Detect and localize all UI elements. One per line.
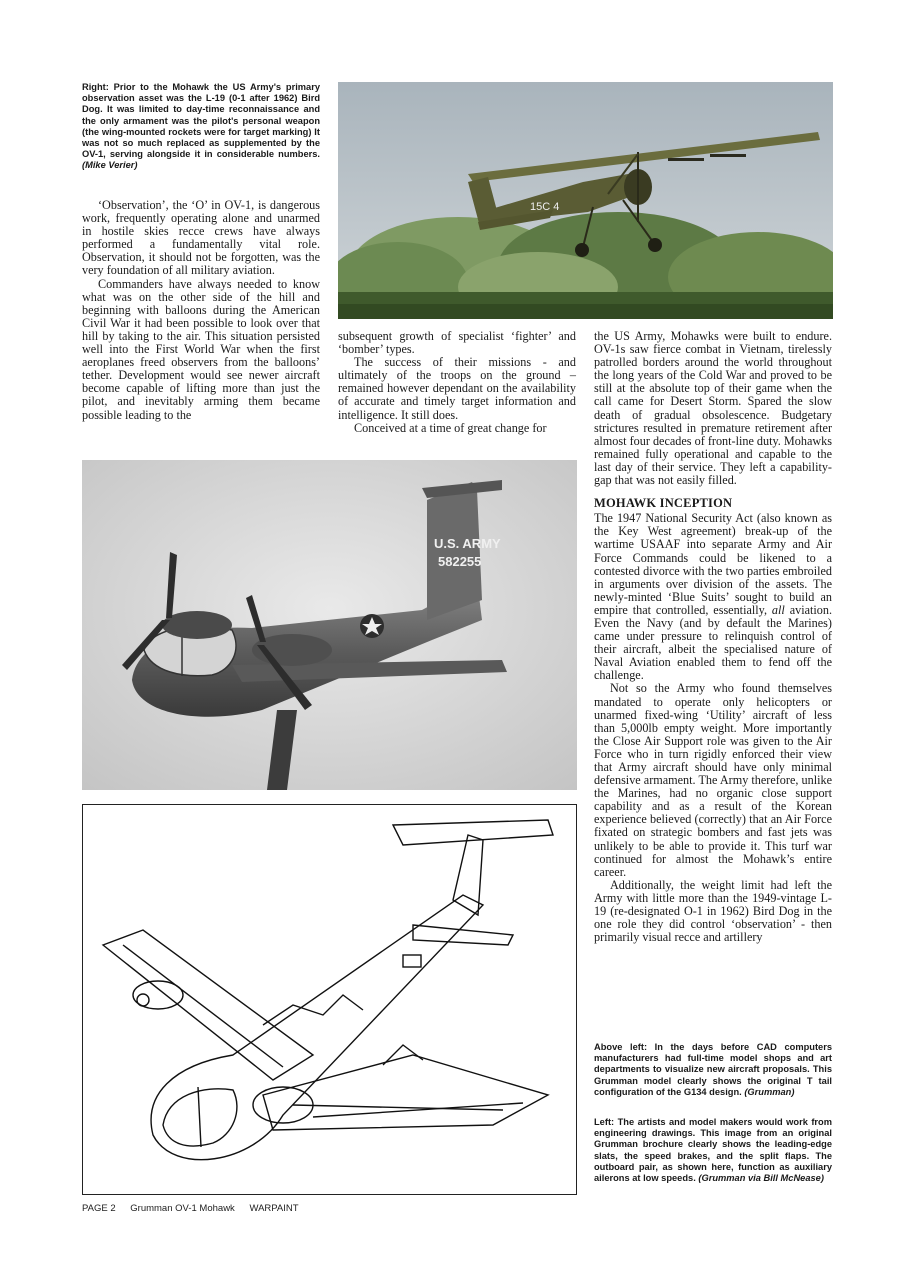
col1-paragraph-1: ‘Observation’, the ‘O’ in OV-1, is dangerous work, frequently operating alone and unarmed in hostile skies recce crews have always performed a fundamentally vital role. Observation, it should not be forgotten, was the very foundation of all military aviation. (82, 198, 320, 278)
page-footer (82, 1203, 311, 1214)
caption-model-credit: (Grumman) (744, 1086, 795, 1097)
col2-paragraph-1: subsequent growth of specialist ‘fighter’ and ‘bomber’ types. (338, 329, 576, 357)
col1-paragraph-2: Commanders have always needed to know what was on the other side of the hill and beginning with balloons during the American Civil War it had been possible to look over that hill by taking to the air. This situation persisted well into the First World War when the first aeroplanes freed observers from the balloons’ tether. Development would see newer aircraft become capable of lifting more than just the pilot, and inevitably arming them became possible leading to the (82, 276, 320, 422)
engineering-drawing (82, 804, 577, 1195)
caption-birddog-text: Right: Prior to the Mohawk the US Army's primary observation asset was the L-19 (0-1 after 1962) Bird Dog. It was limited to day-time reconnaissance and the only armament was the pilot's personal weapon (the wing-mounted rockets were for target marking) It was not so much replaced as supplemented by the OV-1, serving alongside it in considerable numbers. (82, 82, 320, 160)
model-marking-serial: 582255 (438, 554, 482, 569)
caption-birddog (82, 82, 320, 172)
col2-paragraph-3: Conceived at a time of great change for (354, 420, 547, 435)
caption-birddog-credit: (Mike Verier) (82, 160, 138, 171)
section-heading: MOHAWK INCEPTION (594, 496, 733, 511)
svg-text:15C 4: 15C 4 (530, 201, 560, 213)
footer-page-number: PAGE 2 (82, 1203, 116, 1214)
col3-paragraph-4: Additionally, the weight limit had left the Army with little more than the 1949-vintage L-19 (re-designated O-1 in 1962) Bird Dog in the one role they did control ‘observation’ - then primarily visual recce and artillery (594, 877, 832, 945)
col3-paragraph-2: The 1947 National Security Act (also known as the Key West agreement) break-up of the wartime USAAF into separate Army and Air Force Commands could be likened to a contested divorce with the two parties embroiled in arguments over division of the assets. The newly-minted ‘Blue Suits’ sought to build an empire that controlled, essentially, all aviation. Even the Navy (and by default the Marines) came under pressure to relinquish control of their aircraft, albeit the specialised nature of Naval Aviation enabled them to fend off the challenge. (594, 511, 832, 683)
footer-series: WARPAINT (249, 1203, 299, 1214)
col3-paragraph-1: the US Army, Mohawks were built to endure. OV-1s saw fierce combat in Vietnam, tirelessly patrolled borders around the world throughout the long years of the Cold War and proved to be still at the absolute top of their game when the call came for Desert Storm. Spared the slow death of gradual obsolescence. Budgetary strictures resulted in premature retirement after almost four decades of front-line duty. Mohawks remained fully operational and capable to the last day of their service. They left a capability-gap that was not easily filled. (594, 329, 832, 488)
caption-model-text: Above left: In the days before CAD computers manufacturers had full-time model shops and art departments to visualize new aircraft proposals. This Grumman model clearly shows the original T tail configuration of the G134 design. (594, 1042, 832, 1097)
photo-grumman-model (82, 460, 577, 790)
caption-drawing-text: Left: The artists and model makers would work from engineering drawings. This image from an original Grumman brochure clearly shows the leading-edge slats, the speed brakes, and the split flaps. The outboard pair, as shown here, function as auxiliary ailerons at low speeds. (594, 1117, 832, 1184)
caption-model (594, 1042, 832, 1098)
column-1 (82, 199, 320, 422)
model-marking-army: U.S. ARMY (434, 536, 501, 551)
column-2 (338, 330, 576, 435)
caption-drawing-credit: (Grumman via Bill McNease) (698, 1173, 824, 1184)
col2-paragraph-2: The success of their missions - and ultimately of the troops on the ground – remained however dependant on the availability of accurate and timely target information and intelligence. It still does. (338, 355, 576, 422)
footer-title: Grumman OV-1 Mohawk (130, 1203, 235, 1214)
col3-paragraph-3: Not so the Army who found themselves mandated to operate only helicopters or unarmed fixed-wing ‘Utility’ aircraft of less than 5,000lb empty weight. More importantly the Close Air Support role was given to the Air Force who in turn rigidly enforced their view that Army aircraft should have only minimal defensive armament. The Army therefore, unlike the Marines, had no organic close support capability and as a result of the Korean experience believed (correctly) that an Air Force fixated on strategic bombers and fast jets was unlikely to be able to provide it. This turf war continued for almost the Mohawk’s entire career. (594, 681, 832, 879)
column-3 (594, 330, 832, 944)
caption-drawing (594, 1117, 832, 1184)
photo-bird-dog (338, 82, 833, 319)
